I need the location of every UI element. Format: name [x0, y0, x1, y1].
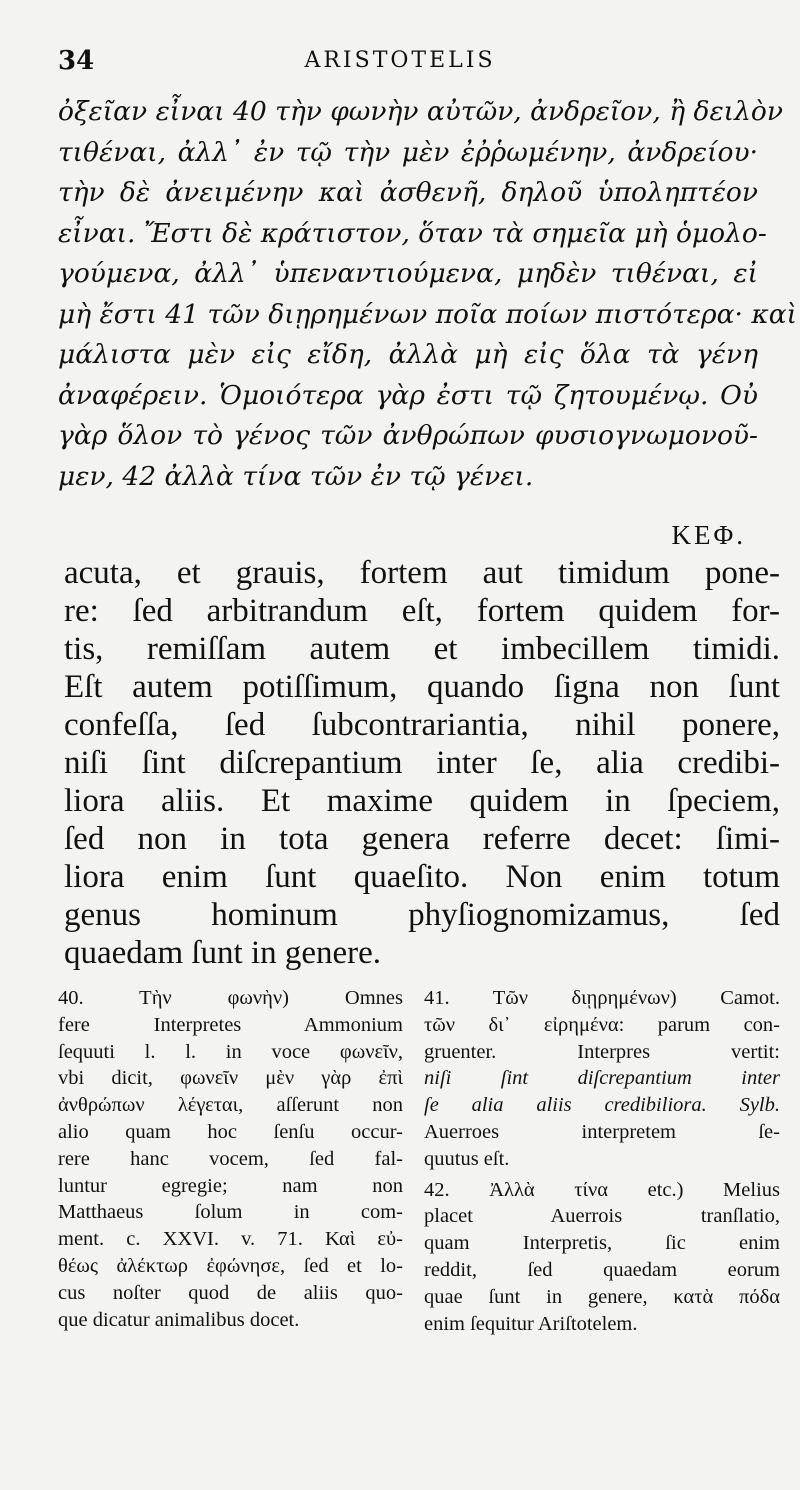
footnote-column-left	[58, 985, 403, 1333]
latin-line: acuta, et grauis, fortem aut timidum pone-	[64, 555, 780, 591]
latin-line: quaedam ſunt in genere.	[64, 935, 382, 971]
footnote-line: ἀνθρώπων λέγεται, aſſerunt non	[58, 1094, 403, 1117]
greek-line: εἶναι. Ἔστι δὲ κράτιστον, ὅταν τὰ σημεῖα μὴ ὁμολο-	[58, 217, 767, 249]
footnote-line: placet Auerrois tranſlatio,	[424, 1205, 780, 1228]
latin-line: tis, remiſſam autem et imbecillem timidi.	[64, 631, 780, 667]
greek-line: ἀναφέρειν. Ὁμοιότερα γὰρ ἐστι τῷ ζητουμένῳ. Οὐ	[58, 379, 758, 411]
chapter-catchword: ΚΕΦ.	[671, 520, 746, 550]
footnote-line: Matthaeus ſolum in com-	[58, 1201, 403, 1224]
latin-line: liora aliis. Et maxime quidem in ſpeciem,	[64, 783, 780, 819]
greek-line: ὀξεῖαν εἶναι 40 τὴν φωνὴν αὐτῶν, ἀνδρεῖον, ἢ δειλὸν	[58, 96, 783, 127]
footnote-line: ment. c. XXVI. v. 71. Καὶ εὐ-	[58, 1228, 403, 1251]
footnote-line: rere hanc vocem, ſed fal-	[58, 1147, 403, 1170]
greek-line: μάλιστα μὲν εἰς εἴδη, ἀλλὰ μὴ εἰς ὅλα τὰ γένη	[58, 339, 758, 370]
footnote-line: gruenter. Interpres vertit:	[424, 1040, 780, 1063]
footnote-line: quae ſunt in genere, κατὰ πόδα	[424, 1285, 780, 1308]
footnote-line: quam Interpretis, ſic enim	[424, 1232, 780, 1255]
footnote-line: cus noſter quod de aliis quo-	[58, 1281, 403, 1304]
footnote-line: reddit, ſed quaedam eorum	[424, 1258, 780, 1281]
latin-line: Eſt autem potiſſimum, quando ſigna non ſunt	[64, 669, 780, 705]
footnote-line: alio quam hoc ſenſu occur-	[58, 1120, 403, 1143]
greek-line: τὴν δὲ ἀνειμένην καὶ ἀσθενῆ, δηλοῦ ὑποληπτέον	[58, 177, 758, 208]
footnote-line: Auerroes interpretem ſe-	[424, 1120, 780, 1143]
latin-text-block	[64, 554, 780, 972]
footnote-line: niſi ſint diſcrepantium inter	[424, 1067, 780, 1090]
greek-line: γούμενα, ἀλλ᾽ ὑπεναντιούμενα, μηδὲν τιθέναι, εἰ	[58, 258, 758, 289]
footnote-line: quutus eſt.	[424, 1147, 510, 1170]
footnote-column-right	[424, 985, 780, 1337]
footnote-line: fere Interpretes Ammonium	[58, 1013, 403, 1036]
latin-line: liora enim ſunt quaeſito. Non enim totum	[64, 859, 780, 895]
greek-line: μεν, 42 ἀλλὰ τίνα τῶν ἐν τῷ γένει.	[58, 460, 534, 492]
latin-line: confeſſa, ſed ſubcontrariantia, nihil ponere,	[64, 707, 780, 743]
greek-line: γὰρ ὅλον τὸ γένος τῶν ἀνθρώπων φυσιογνωμονοῦ-	[58, 420, 758, 451]
footnote-line: vbi dicit, φωνεῖν μὲν γὰρ ἐπὶ	[58, 1067, 403, 1090]
greek-line: τιθέναι, ἀλλ᾽ ἐν τῷ τὴν μὲν ἐῤῥωμένην, ἀνδρείου·	[58, 136, 758, 168]
latin-line: ſed non in tota genera referre decet: ſimi-	[64, 821, 780, 857]
latin-line: genus hominum phyſiognomizamus, ſed	[64, 897, 780, 933]
latin-line: niſi ſint diſcrepantium inter ſe, alia credibi-	[64, 745, 780, 781]
footnote-line: enim ſequitur Ariſtotelem.	[424, 1312, 638, 1335]
footnote-line: que dicatur animalibus docet.	[58, 1308, 300, 1331]
footnote-line: τῶν δι᾽ εἰρημένα: parum con-	[424, 1013, 780, 1036]
footnote-line: 41. Τῶν διῃρημένων) Camot.	[424, 987, 780, 1009]
greek-line: μὴ ἔστι 41 τῶν διῃρημένων ποῖα ποίων πιστότερα· καὶ	[58, 298, 797, 330]
running-head	[58, 46, 742, 80]
latin-line: re: ſed arbitrandum eſt, fortem quidem for-	[64, 593, 780, 629]
page-number: 34	[58, 46, 95, 76]
footnote-line: ſe alia aliis credibiliora. Sylb.	[424, 1094, 780, 1117]
footnote-line: θέως ἀλέκτωρ ἐφώνησε, ſed et lo-	[58, 1254, 403, 1277]
running-title: ARISTOTELIS	[304, 48, 496, 73]
footnote-line: 40. Τὴν φωνὴν) Omnes	[58, 987, 403, 1009]
footnote-line: ſequuti l. l. in voce φωνεῖν,	[58, 1040, 403, 1063]
greek-text-block	[58, 92, 797, 497]
footnote-line: luntur egregie; nam non	[58, 1174, 403, 1197]
footnote-line: 42. Ἀλλὰ τίνα etc.) Melius	[424, 1178, 780, 1201]
